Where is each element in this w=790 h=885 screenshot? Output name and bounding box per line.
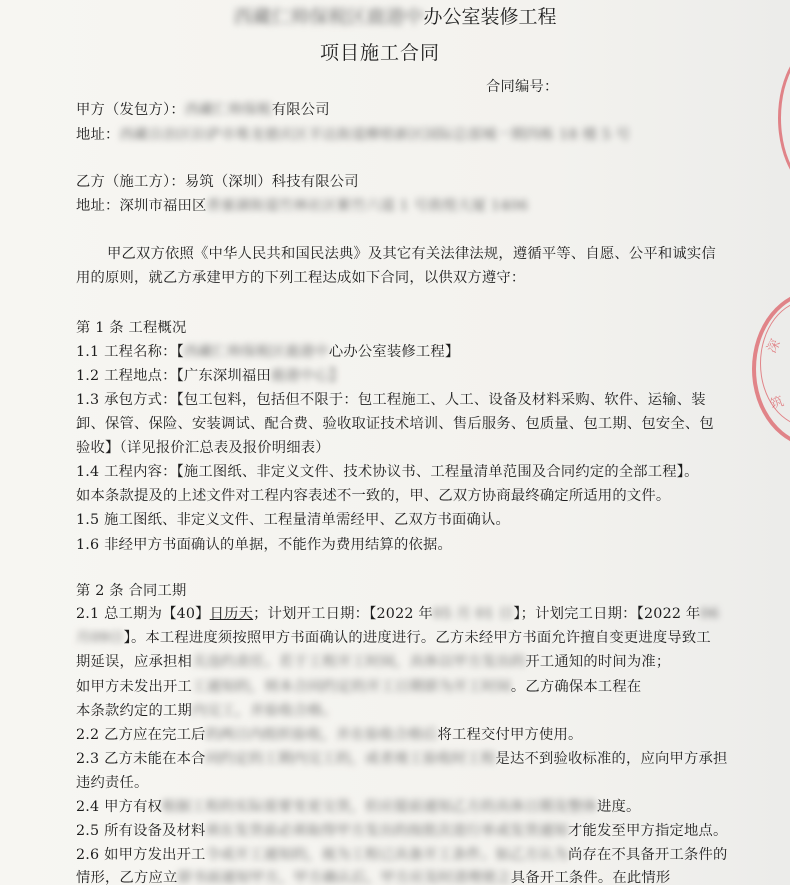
item-1-3-line-2: 卸、保管、保险、安装调试、配合费、验收取证技术培训、售后服务、包质量、包工期、包安全、包 — [76, 416, 714, 432]
redacted-text-8: 令或开工通知的，视为工程已具备开工条件。如乙方认为 — [205, 847, 568, 863]
seal-glyph-1: 深 — [764, 337, 784, 356]
redacted-text-3: 内完工，并验收合格。 — [191, 703, 337, 719]
article-2-heading: 第 2 条 合同工期 — [76, 583, 187, 599]
company-seal-top — [778, 40, 790, 196]
redacted-party-a-address: 西藏自治区拉萨市堆龙德庆区羊达街道柳梧新区国际总部城一期四栋 18 楼 5 号 — [119, 127, 631, 143]
party-b-address: 地址：深圳市福田区香蜜湖街道竹林社区紫竹六道 1 号敦煌大厦 1406 — [76, 198, 529, 214]
seal-glyph-2: 筑 — [768, 394, 786, 413]
document-subtitle: 项目施工合同 — [319, 42, 440, 64]
intro-line-2: 用的原则，就乙方承建甲方的下列工程达成如下合同，以供双方遵守： — [76, 270, 526, 286]
redacted-text-4: 的两日内组织验收，并在验收合格后 — [205, 727, 438, 743]
redacted-start-date: 05 月 01 日 — [432, 606, 514, 622]
item-2-3-line-1: 2.3 乙方未能在本合同约定的工期内完工的，或者竣工验收时工程是达不到验收标准的，应向甲方承担 — [76, 751, 728, 767]
item-1-6: 1.6 非经甲方书面确认的单据，不能作为费用结算的依据。 — [76, 537, 453, 553]
item-2-5: 2.5 所有设备及材料须在发货前必须取得甲方发出的按批次进行单或发货通知才能发至甲方指定地点。 — [76, 823, 728, 839]
redacted-location: 鹿港中心】 — [270, 368, 344, 384]
item-2-1-line-3: 期延误，应承担相关违约责任。若于工程开工时间，具体以甲方发出的开工通知的时间为准； — [76, 654, 671, 670]
contract-number-label: 合同编号： — [486, 79, 559, 95]
item-2-1-line-1: 2.1 总工期为【40】日历天；计划开工日期：【2022 年05 月 01 日】；计划完工日期：【2022 年06 — [76, 606, 720, 622]
item-1-3-line-1: 1.3 承包方式：【包工包料，包括但不限于：包工程施工、人工、设备及材料采购、软件、运输、装 — [76, 392, 706, 408]
item-2-1-line-5: 本条款约定的工期内完工，并验收合格。 — [76, 703, 337, 719]
party-a-line: 甲方（发包方）：西藏仁帅保税有限公司 — [76, 102, 330, 118]
item-1-5: 1.5 施工图纸、非定义文件、工程量清单需经甲、乙双方书面确认。 — [76, 512, 510, 528]
redacted-text-6: 根据工程的实际需要变更交货，但应提前通知乙方的具体日期及整体 — [162, 799, 597, 815]
item-2-4: 2.4 甲方有权根据工程的实际需要变更交货，但应提前通知乙方的具体日期及整体进度。 — [76, 799, 641, 815]
item-2-6-line-2: 情形，乙方应立即书面通知甲方，甲方确认后，甲方应及时清理使之具备开工条件。在此情形 — [76, 870, 671, 885]
party-a-address: 地址：西藏自治区拉萨市堆龙德庆区羊达街道柳梧新区国际总部城一期四栋 18 楼 5 号 — [76, 127, 631, 143]
redacted-party-b-address: 香蜜湖街道竹林社区紫竹六道 1 号敦煌大厦 1406 — [206, 198, 529, 214]
item-2-6-line-1: 2.6 如甲方发出开工令或开工通知的，视为工程已具备开工条件。如乙方认为尚存在不具备开工条件的 — [76, 847, 728, 863]
item-2-2: 2.2 乙方应在完工后的两日内组织验收，并在验收合格后将工程交付甲方使用。 — [76, 727, 583, 743]
item-1-4-line-2: 如本条款提及的上述文件对工程内容表述不一致的，甲、乙双方协商最终确定所适用的文件。 — [76, 488, 671, 504]
article-1-heading: 第 1 条 工程概况 — [76, 320, 187, 336]
document-title: 西藏仁帅保税区鹿港中办公室装修工程 — [233, 6, 557, 28]
item-1-3-line-3: 验收】（详见报价汇总表及报价明细表） — [76, 440, 330, 456]
item-2-1-line-2: 月09日】。本工程进度须按照甲方书面确认的进度进行。乙方未经甲方书面允许擅自变更进度导致工 — [76, 630, 711, 646]
redacted-party-a-name: 西藏仁帅保税 — [184, 102, 272, 118]
party-b-line: 乙方（施工方）：易筑（深圳）科技有限公司 — [76, 174, 359, 190]
item-1-1: 1.1 工程名称：【西藏仁帅保税区鹿港中心办公室装修工程】 — [76, 344, 460, 360]
redacted-text-2: 工通知的，则本合同约定的开工日期即为开工时间 — [191, 679, 511, 695]
redacted-text-7: 须在发货前必须取得甲方发出的按批次进行单或发货通知 — [205, 823, 568, 839]
redacted-text-5: 同约定的工期内完工的，或者竣工验收时工程 — [205, 751, 496, 767]
item-2-3-line-2: 违约责任。 — [76, 775, 149, 791]
redacted-end-date: 06 — [700, 606, 720, 622]
item-1-4-line-1: 1.4 工程内容：【施工图纸、非定义文件、技术协议书、工程量清单范围及合同约定的全部工程】。 — [76, 464, 699, 480]
item-1-2: 1.2 工程地点：【广东深圳福田鹿港中心】 — [76, 368, 344, 384]
calendar-days-underlined: 日历天 — [209, 606, 254, 622]
intro-line-1: 甲乙双方依照《中华人民共和国民法典》及其它有关法律法规，遵循平等、自愿、公平和诚实信 — [107, 246, 716, 262]
item-2-1-line-4: 如甲方未发出开工工通知的，则本合同约定的开工日期即为开工时间。乙方确保本工程在 — [76, 679, 642, 695]
redacted-project-name-2: 西藏仁帅保税区鹿港中 — [183, 344, 329, 360]
redacted-date-fragment: 月09日 — [76, 630, 124, 646]
redacted-text-1: 关违约责任。若于工程开工时间，具体以甲方发出的 — [191, 654, 526, 670]
redacted-project-name: 西藏仁帅保税区鹿港中 — [233, 6, 424, 28]
redacted-text-9: 即书面通知甲方，甲方确认后，甲方应及时清理使之 — [177, 870, 511, 885]
